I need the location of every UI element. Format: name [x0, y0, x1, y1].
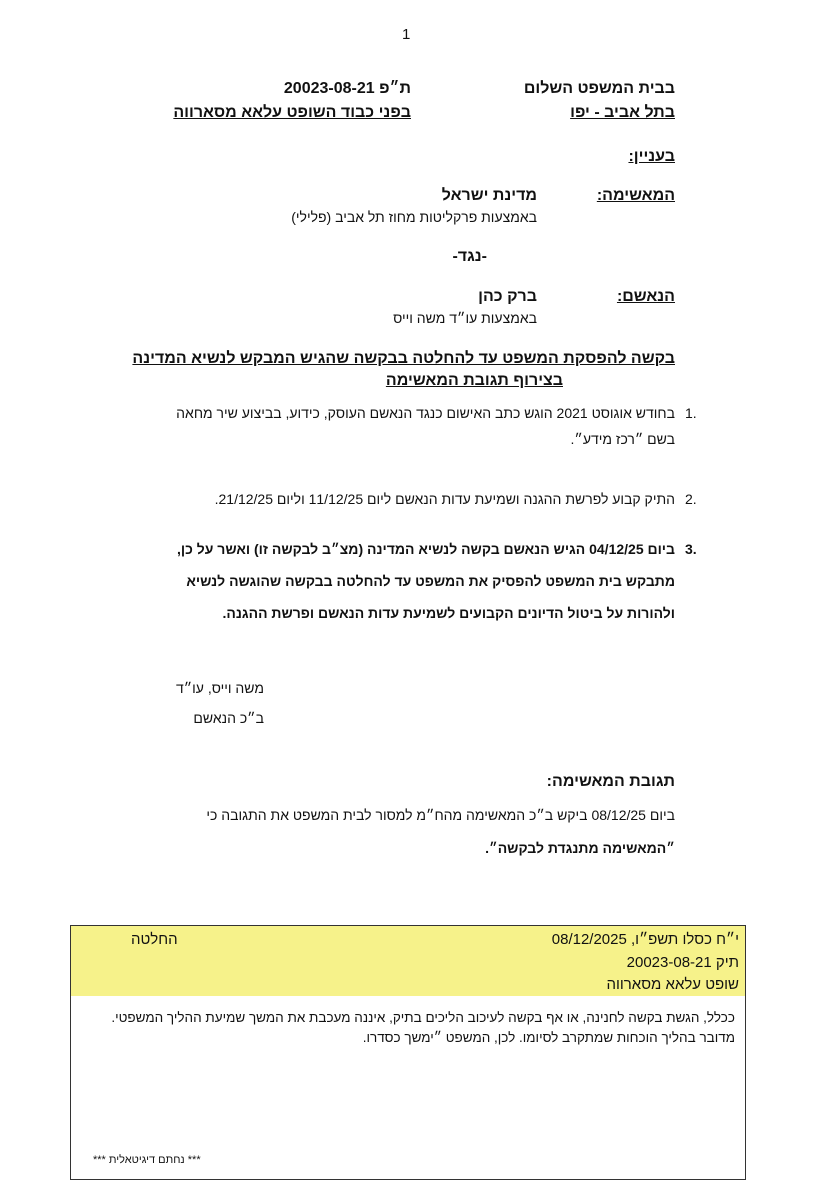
prosecution-name: מדינת ישראל: [441, 187, 537, 204]
judge-title: בפני כבוד השופט עלאא מסארווה: [173, 104, 411, 121]
court-location: בתל אביב - יפו: [570, 104, 675, 121]
item-2-number: 2.: [685, 491, 697, 507]
response-line1: ביום 08/12/25 ביקש ב״כ המאשימה מהח״מ למסור לבית המשפט את התגובה כי: [206, 807, 675, 823]
in-re-label: בעניין:: [628, 148, 675, 165]
decision-text-line1: ככלל, הגשת בקשה לחנינה, או אף בקשה לעיכוב הליכים בתיק, איננה מעכבת את המשך שמיעת ההליך המשפטי.: [111, 1010, 735, 1025]
page-number: 1: [402, 26, 411, 43]
item-1-number: 1.: [685, 405, 697, 421]
decision-header: [70, 925, 746, 997]
item-1-line2: בשם ״רכז מידע״.: [570, 431, 675, 447]
item-3-line2: מתבקש בית המשפט להפסיק את המשפט עד להחלטה בבקשה שהוגשה לנשיא: [186, 573, 675, 589]
defendant-label: הנאשם:: [616, 288, 675, 305]
item-2-line1: התיק קבוע לפרשת ההגנה ושמיעת עדות הנאשם ליום 11/12/25 וליום 21/12/25.: [214, 491, 675, 507]
signature-role: ב״כ הנאשם: [193, 710, 264, 726]
response-line2: ״המאשימה מתנגדת לבקשה״.: [485, 840, 675, 856]
response-title: תגובת המאשימה:: [546, 773, 675, 790]
decision-case-line: תיק 20023-08-21: [626, 954, 739, 971]
decision-text-line2: מדובר בהליך הוכחות שמתקרב לסיומו. לכן, המשפט ״ימשך כסדרו.: [362, 1030, 735, 1045]
item-3-line1: ביום 04/12/25 הגיש הנאשם בקשה לנשיא המדינה (מצ״ב לבקשה זו) ואשר על כן,: [176, 541, 675, 557]
case-number: ת״פ 20023-08-21: [283, 80, 411, 97]
versus-label: -נגד-: [452, 248, 487, 265]
item-3-line3: ולהורות על ביטול הדיונים הקבועים לשמיעת עדות הנאשם ופרשת ההגנה.: [222, 605, 675, 621]
request-title-line1: בקשה להפסקת המשפט עד להחלטה בבקשה שהגיש המבקש לנשיא המדינה: [132, 350, 675, 367]
defendant-representative: באמצעות עו״ד משה וייס: [393, 310, 537, 326]
decision-date: י״ח כסלו תשפ״ו, 08/12/2025: [551, 931, 739, 948]
defendant-name: ברק כהן: [478, 288, 537, 305]
item-3-number: 3.: [685, 541, 697, 557]
prosecution-label: המאשימה:: [596, 187, 675, 204]
decision-body: [70, 996, 746, 1180]
digital-signature-note: *** נחתם דיגיטאלית ***: [93, 1154, 201, 1166]
court-name: בבית המשפט השלום: [523, 80, 675, 97]
request-title-line2: בצירוף תגובת המאשימה: [385, 372, 563, 389]
item-1-line1: בחודש אוגוסט 2021 הוגש כתב האישום כנגד הנאשם העוסק, כידוע, בביצוע שיר מחאה: [176, 405, 675, 421]
prosecution-representative: באמצעות פרקליטות מחוז תל אביב (פלילי): [291, 209, 537, 225]
signature-name: משה וייס, עו״ד: [175, 680, 264, 696]
decision-judge-line: שופט עלאא מסארווה: [606, 976, 739, 993]
decision-label: החלטה: [131, 931, 178, 948]
